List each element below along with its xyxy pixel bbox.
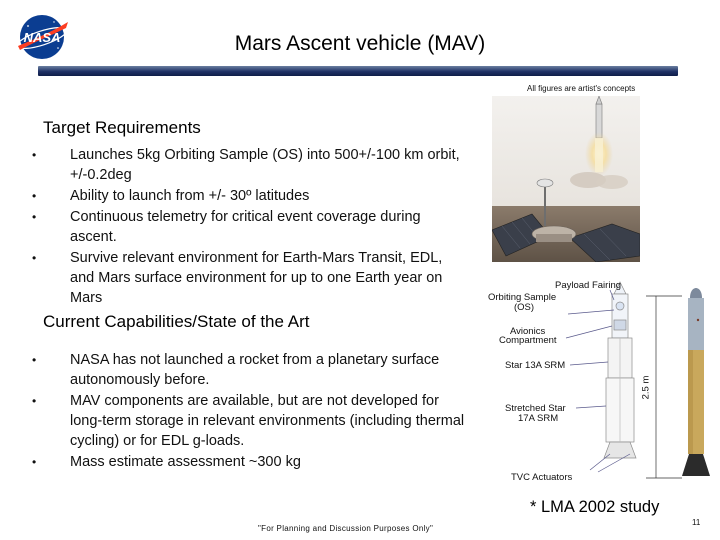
os-abbrev-label: (OS) (514, 302, 535, 313)
target-requirements-list (30, 145, 470, 309)
stretched-star-label: Stretched Star (505, 403, 566, 414)
length-dimension-label: 2.5 m (640, 375, 652, 400)
requirement-text: Continuous telemetry for critical event coverage during ascent. (70, 209, 421, 245)
list-item (30, 145, 470, 185)
page-number: 11 (692, 518, 701, 527)
bullet-icon: • (32, 210, 37, 224)
star-17a-label: 17A SRM (518, 413, 559, 424)
payload-fairing-label: Payload Fairing (555, 280, 622, 291)
bullet-icon: • (32, 455, 37, 469)
current-capabilities-heading: Current Capabilities/State of the Art (43, 312, 310, 331)
list-item (30, 248, 470, 308)
figure-note: All figures are artist's concepts (527, 84, 636, 93)
capability-text: MAV components are available, but are not developed for long-term storage in relevant environments (including thermal cycling) or for EDL g-loads. (70, 393, 465, 449)
list-item (30, 207, 470, 247)
star-13a-label: Star 13A SRM (505, 360, 566, 371)
study-note: * LMA 2002 study (530, 498, 660, 516)
nasa-logo-text: NASA (23, 30, 61, 45)
bullet-icon: • (32, 394, 37, 408)
list-item (30, 452, 470, 472)
bullet-icon: • (32, 353, 37, 367)
disclaimer: "For Planning and Discussion Purposes Only" (258, 524, 434, 533)
list-item (30, 350, 470, 390)
mav-launch-render (492, 96, 640, 262)
compartment-label: Compartment (499, 335, 557, 346)
capability-text: Mass estimate assessment ~300 kg (70, 454, 301, 470)
list-item (30, 391, 470, 451)
current-capabilities-list (30, 350, 470, 473)
requirement-text: Survive relevant environment for Earth-Mars Transit, EDL, and Mars surface environment for up to one Earth year on Mars (70, 250, 443, 306)
capability-text: NASA has not launched a rocket from a planetary surface autonomously before. (70, 352, 440, 388)
requirement-text: Launches 5kg Orbiting Sample (OS) into 500+/-100 km orbit, +/-0.2deg (70, 147, 460, 183)
bullet-icon: • (32, 189, 37, 203)
avionics-label: Avionics (510, 326, 546, 337)
requirement-text: Ability to launch from +/- 30º latitudes (70, 188, 310, 204)
slide-title: Mars Ascent vehicle (MAV) (234, 32, 486, 55)
tvc-actuators-label: TVC Actuators (511, 472, 573, 483)
title-bar (38, 66, 678, 76)
target-requirements-heading: Target Requirements (43, 118, 201, 137)
orbiting-sample-label: Orbiting Sample (488, 292, 557, 303)
bullet-icon: • (32, 251, 37, 265)
bullet-icon: • (32, 148, 37, 162)
list-item (30, 186, 470, 206)
